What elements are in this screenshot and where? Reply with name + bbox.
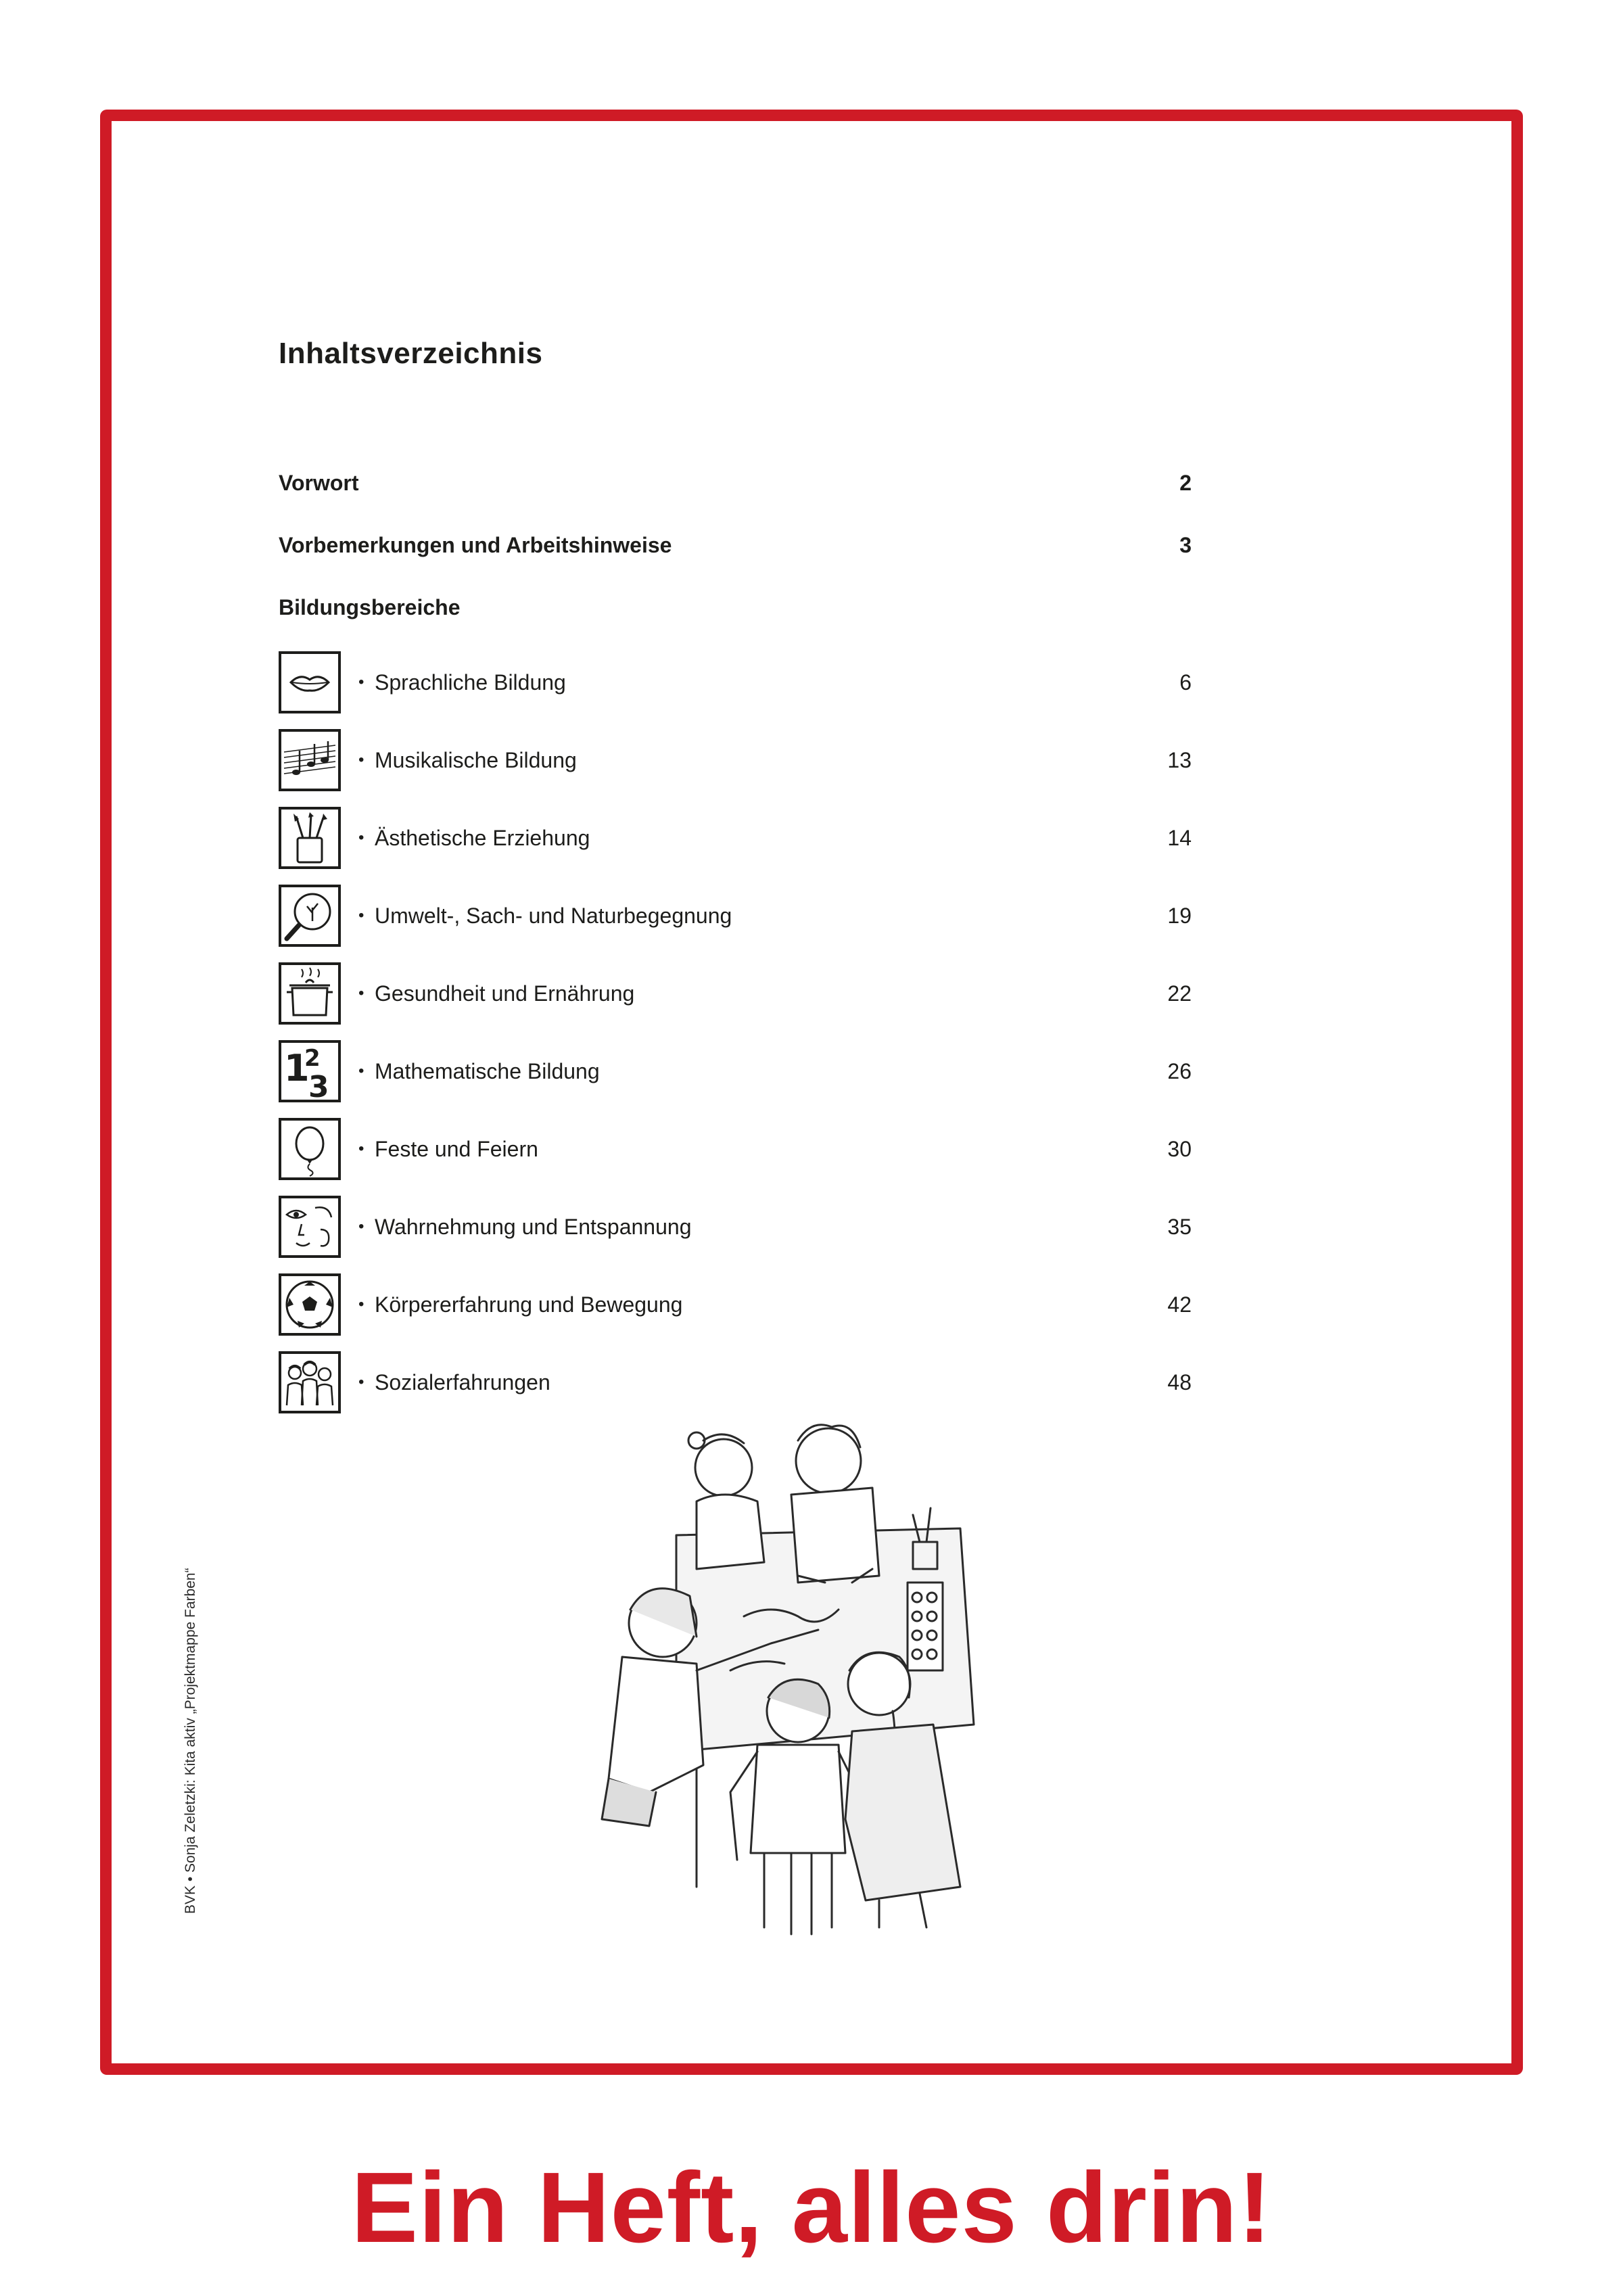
children-drawing-illustration [595,1413,1028,1941]
toc-entry [279,1273,1192,1336]
svg-text:2: 2 [304,1045,321,1072]
toc-entry-label: Körpererfahrung und Bewegung [375,1292,683,1317]
balloon-icon [279,1118,341,1180]
toc-entry [279,1351,1192,1413]
numbers-123-icon [279,1040,341,1102]
toc-entry [279,1196,1192,1258]
toc-entry-label: Sprachliche Bildung [375,670,566,695]
toc-entry [279,807,1192,869]
toc-entry-page: 14 [1167,826,1192,850]
bullet: • [358,1140,364,1158]
bullet: • [358,984,364,1002]
toc-entry [279,1118,1192,1180]
toc-entry [279,885,1192,947]
toc-row-page: 2 [1179,471,1192,495]
toc-entry-label: Musikalische Bildung [375,748,577,772]
toc-entry-page: 48 [1167,1370,1192,1395]
toc-entry-label: Umwelt-, Sach- und Naturbegegnung [375,904,732,928]
toc-section-heading [279,591,1192,624]
bullet: • [358,751,364,769]
toc-entry-page: 26 [1167,1059,1192,1083]
toc-entry [279,729,1192,791]
toc-entry [279,962,1192,1025]
toc-entry-page: 22 [1167,981,1192,1006]
bullet: • [358,1217,364,1236]
toc-row-label: Vorwort [279,471,359,495]
cooking-pot-icon [279,962,341,1025]
magnifying-glass-icon [279,885,341,947]
lips-icon [279,651,341,713]
bullet: • [358,828,364,847]
toc-entry-label: Sozialerfahrungen [375,1370,550,1395]
toc-section-label: Bildungsbereiche [279,595,461,619]
bullet: • [358,673,364,691]
toc-entry-page: 6 [1179,670,1192,695]
bullet: • [358,906,364,924]
toc-row-label: Vorbemerkungen und Arbeitshinweise [279,533,672,557]
toc-entry-page: 13 [1167,748,1192,772]
toc-entry-label: Gesundheit und Ernährung [375,981,635,1006]
toc-title: Inhaltsverzeichnis [279,337,543,370]
toc-entry-label: Wahrnehmung und Entspannung [375,1215,692,1239]
football-icon [279,1273,341,1336]
toc-row-vorwort [279,467,1192,499]
svg-text:3: 3 [308,1070,329,1100]
paint-brushes-icon [279,807,341,869]
bullet: • [358,1373,364,1391]
tagline: Ein Heft, alles drin! [351,2152,1272,2264]
music-notes-icon [279,729,341,791]
toc-entry-label: Feste und Feiern [375,1137,538,1161]
toc-entry-page: 19 [1167,904,1192,928]
toc-row-page: 3 [1179,533,1192,557]
senses-face-icon [279,1196,341,1258]
toc-entry-label: Ästhetische Erziehung [375,826,590,850]
toc-entry [279,1040,1192,1102]
toc-entry-page: 30 [1167,1137,1192,1161]
toc-entry-page: 42 [1167,1292,1192,1317]
children-group-icon [279,1351,341,1413]
bullet: • [358,1295,364,1313]
side-credit: BVK • Sonja Zeletzki: Kita aktiv „Projektmappe Farben“ [183,1568,198,1914]
toc-entry-page: 35 [1167,1215,1192,1239]
svg-text:1: 1 [284,1047,310,1090]
toc-entry [279,651,1192,713]
bullet: • [358,1062,364,1080]
toc-row-vorbemerkungen [279,529,1192,561]
toc-entry-label: Mathematische Bildung [375,1059,600,1083]
